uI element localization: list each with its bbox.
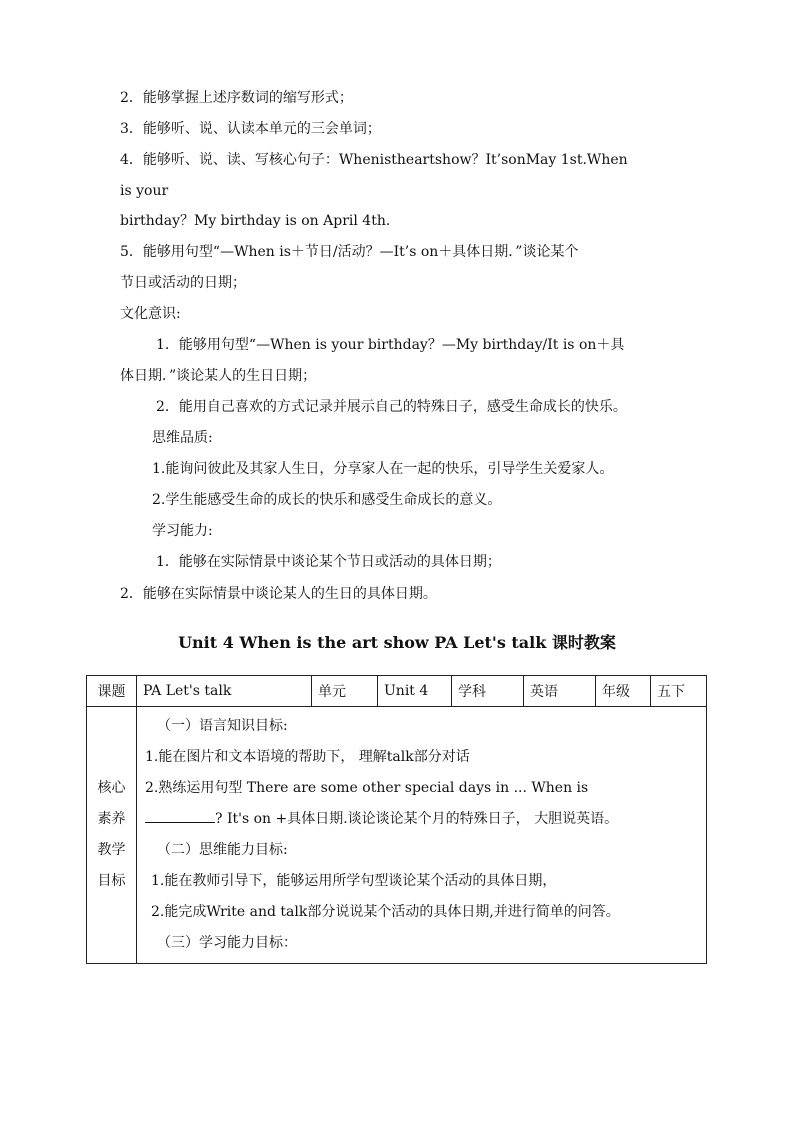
learning-item-1: 1．能够在实际情景中谈论某个节日或活动的具体日期； [156, 554, 501, 570]
cultural-item-1: 1．能够用句型“—When is your birthday？—My birthday/It is on＋具 [156, 337, 625, 353]
objective-line-5-cont: 节日或活动的日期； [120, 275, 246, 291]
unit-value: Unit 4 [378, 676, 452, 707]
goals-row [87, 707, 707, 964]
learning-item-2: 2．能够在实际情景中谈论某人的生日的具体日期。 [120, 586, 437, 602]
table-header-row [87, 676, 707, 707]
goal-language-item-2: 2.熟练运用句型 There are some other special days in ... When is [145, 780, 589, 796]
lesson-plan-title: Unit 4 When is the art show PA Let's talk 课时教案 [178, 633, 616, 652]
grade-value: 五下 [651, 676, 707, 707]
lesson-info-table [86, 675, 707, 964]
goal-heading-language: （一）语言知识目标: [157, 718, 288, 734]
thinking-item-1: 1.能询问彼此及其家人生日，分享家人在一起的快乐，引导学生关爱家人。 [152, 461, 614, 477]
goals-label-line: 目标 [97, 873, 126, 889]
objective-line-2: 2．能够掌握上述序数词的缩写形式； [120, 90, 353, 106]
goals-label-line: 素养 [97, 811, 126, 827]
goal-language-item-2-suffix: ? It's on +具体日期.谈论谈论某个月的特殊日子， 大胆说英语。 [215, 811, 619, 827]
goal-thinking-item-1: 1.能在教师引导下，能够运用所学句型谈论某个活动的具体日期， [151, 873, 557, 889]
goal-language-item-2-cont [145, 804, 698, 835]
cultural-item-2: 2．能用自己喜欢的方式记录并展示自己的特殊日子，感受生命成长的快乐。 [156, 399, 627, 415]
goal-thinking-item-2: 2.能完成Write and talk部分说说某个活动的具体日期,并进行简单的问答。 [151, 904, 620, 920]
goal-heading-thinking: （二）思维能力目标: [157, 842, 288, 858]
grade-label: 年级 [596, 676, 651, 707]
fill-blank [145, 808, 215, 823]
cultural-item-1-cont: 体日期．”谈论某人的生日日期； [120, 368, 317, 384]
goal-heading-learning: （三）学习能力目标： [157, 935, 297, 951]
unit-label: 单元 [312, 676, 378, 707]
subject-label: 学科 [452, 676, 524, 707]
goals-content-cell [137, 707, 707, 964]
objective-line-4-cont-b: birthday？My birthday is on April 4th. [120, 213, 391, 229]
thinking-item-2: 2.学生能感受生命的成长的快乐和感受生命成长的意义。 [152, 492, 502, 508]
goal-language-item-1: 1.能在图片和文本语境的帮助下， 理解talk部分对话 [145, 749, 470, 765]
section-cultural-awareness: 文化意识: [120, 306, 181, 322]
objective-line-5: 5．能够用句型“—When is＋节日/活动？—It’s on＋具体日期．”谈论某个 [120, 244, 579, 260]
objective-line-4-cont-a: is your [120, 183, 169, 199]
goals-label-line: 核心 [97, 780, 126, 796]
topic-value: PA Let's talk [137, 676, 312, 707]
goals-label-line: 教学 [97, 842, 126, 858]
objective-line-3: 3．能够听、说、认读本单元的三会单词； [120, 121, 381, 137]
section-thinking-quality: 思维品质: [152, 430, 213, 446]
goals-label-cell [87, 707, 137, 964]
section-learning-ability: 学习能力: [152, 523, 213, 539]
topic-label: 课题 [87, 676, 137, 707]
subject-value: 英语 [524, 676, 596, 707]
objective-line-4: 4．能够听、说、读、写核心句子：Whenistheartshow？It’sonMay 1st.When [120, 152, 628, 168]
